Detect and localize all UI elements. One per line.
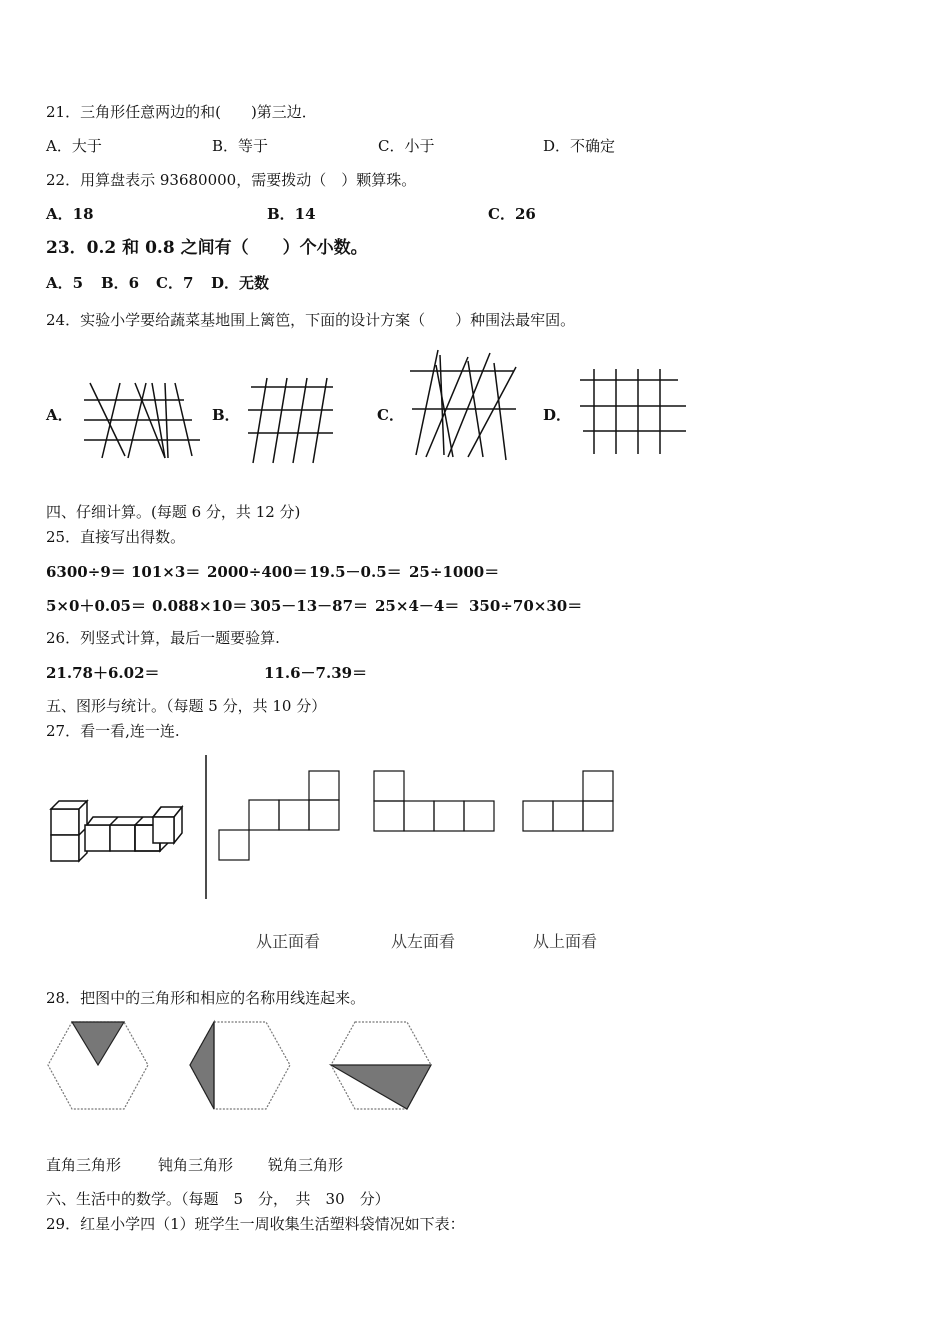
q23-option-d: D．无数 bbox=[211, 274, 270, 292]
q25-expr-9: 25×4－4＝ bbox=[375, 597, 460, 615]
triangle-name-acute: 锐角三角形 bbox=[268, 1156, 344, 1174]
caption-front: 从正面看 bbox=[256, 932, 321, 951]
fence-d-figure bbox=[578, 366, 688, 461]
q21-option-d: D．不确定 bbox=[543, 137, 616, 155]
q28-stem: 28．把图中的三角形和相应的名称用线连起来。 bbox=[46, 989, 366, 1007]
caption-top: 从上面看 bbox=[533, 932, 598, 951]
q23-option-b: B．6 bbox=[101, 274, 140, 292]
fence-c-figure bbox=[408, 345, 520, 465]
fence-b-figure bbox=[245, 375, 340, 467]
hexagon-figure-1 bbox=[46, 1020, 150, 1112]
q21-option-a: A．大于 bbox=[46, 137, 102, 155]
caption-left: 从左面看 bbox=[391, 932, 456, 951]
q25-expr-6: 5×0＋0.05＝ bbox=[46, 597, 146, 615]
fence-a-figure bbox=[80, 378, 205, 463]
q25-expr-8: 305－13－87＝ bbox=[250, 597, 369, 615]
triangle-name-right: 直角三角形 bbox=[46, 1156, 122, 1174]
q22-stem: 22．用算盘表示 93680000，需要拨动（ ）颗算珠。 bbox=[46, 171, 417, 189]
top-view-figure bbox=[522, 770, 614, 832]
q24-option-c: C． bbox=[377, 406, 404, 424]
q24-stem: 24．实验小学要给蔬菜基地围上篱笆，下面的设计方案（ ）种围法最牢固。 bbox=[46, 311, 576, 329]
q25-expr-4: 19.5－0.5＝ bbox=[309, 563, 402, 581]
left-view-figure bbox=[373, 770, 495, 832]
triangle-name-obtuse: 钝角三角形 bbox=[158, 1156, 234, 1174]
q25-expr-10: 350÷70×30＝ bbox=[469, 597, 583, 615]
q27-stem: 27．看一看,连一连. bbox=[46, 722, 180, 740]
q24-option-a: A． bbox=[46, 406, 73, 424]
q23-option-a: A．5 bbox=[46, 274, 84, 292]
hexagon-figure-3 bbox=[329, 1020, 433, 1112]
q29-stem: 29．红星小学四（1）班学生一周收集生活塑料袋情况如下表： bbox=[46, 1215, 465, 1233]
q25-expr-5: 25÷1000＝ bbox=[409, 563, 500, 581]
section-5-title: 五、图形与统计。（每题 5 分，共 10 分） bbox=[46, 697, 327, 715]
q21-option-b: B．等于 bbox=[212, 137, 269, 155]
q22-option-a: A．18 bbox=[46, 205, 94, 223]
q27-divider bbox=[204, 755, 208, 900]
section-6-title: 六、生活中的数学。（每题 5 分， 共 30 分） bbox=[46, 1190, 390, 1208]
front-view-figure bbox=[218, 770, 340, 862]
q25-expr-2: 101×3＝ bbox=[131, 563, 201, 581]
hexagon-figure-2 bbox=[188, 1020, 292, 1112]
q23-option-c: C．7 bbox=[156, 274, 194, 292]
q24-option-d: D． bbox=[543, 406, 572, 424]
q26-expr-1: 21.78＋6.02＝ bbox=[46, 664, 160, 682]
section-4-title: 四、仔细计算。(每题 6 分，共 12 分) bbox=[46, 503, 301, 521]
q21-option-c: C．小于 bbox=[378, 137, 435, 155]
q25-expr-7: 0.088×10＝ bbox=[152, 597, 248, 615]
q25-expr-3: 2000÷400＝ bbox=[207, 563, 308, 581]
q25-stem: 25．直接写出得数。 bbox=[46, 528, 186, 546]
q26-stem: 26．列竖式计算，最后一题要验算. bbox=[46, 629, 280, 647]
q22-option-c: C．26 bbox=[488, 205, 536, 223]
cube-stack-figure bbox=[45, 795, 190, 867]
q25-expr-1: 6300÷9＝ bbox=[46, 563, 126, 581]
q21-stem: 21．三角形任意两边的和( )第三边． bbox=[46, 103, 317, 121]
q26-expr-2: 11.6－7.39＝ bbox=[264, 664, 368, 682]
q24-option-b: B． bbox=[212, 406, 240, 424]
q22-option-b: B．14 bbox=[267, 205, 316, 223]
q23-stem: 23．0.2 和 0.8 之间有（ ）个小数。 bbox=[46, 238, 368, 258]
